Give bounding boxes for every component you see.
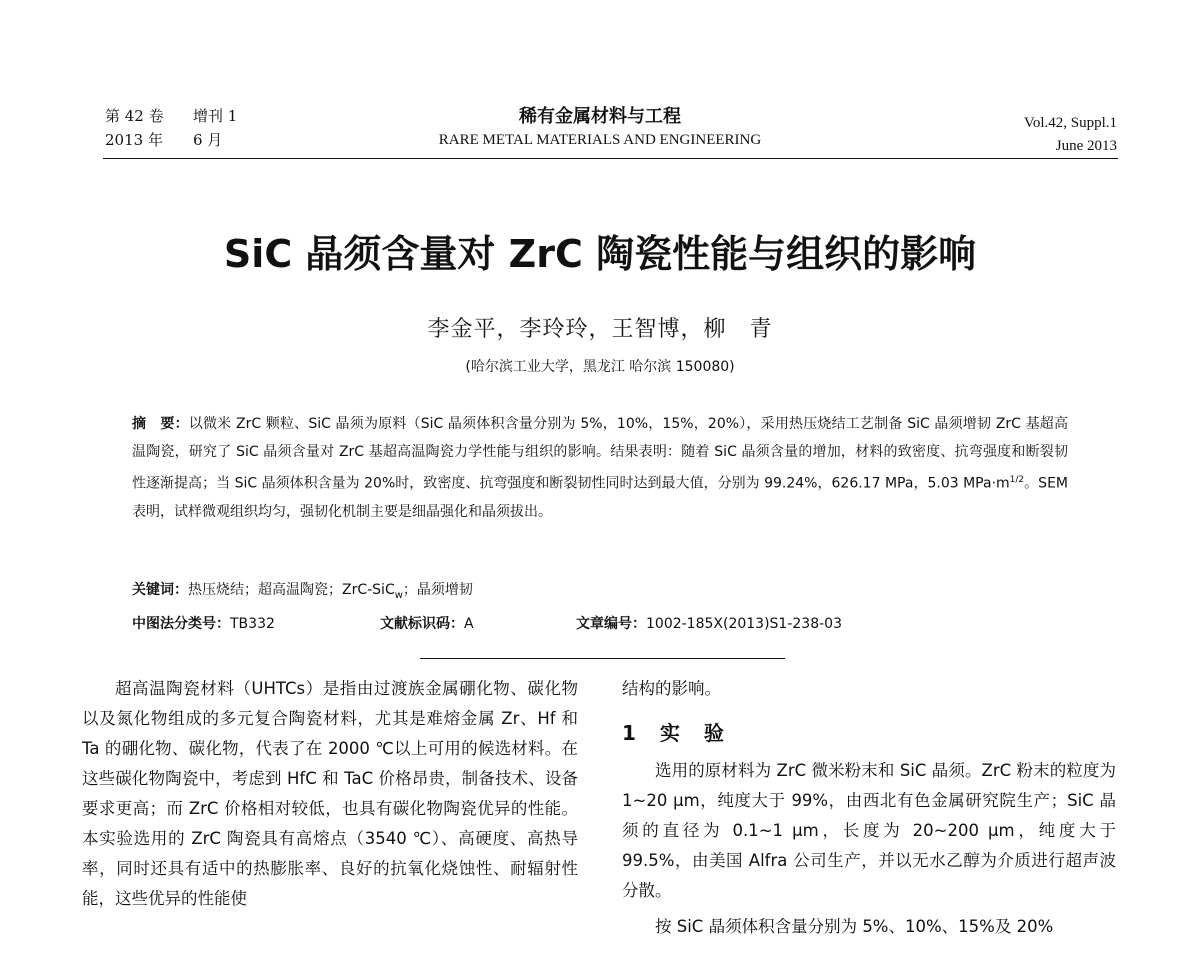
header-rule [103, 158, 1118, 159]
issue-label: 增刊 1 [193, 107, 238, 125]
section-number: 1 [622, 721, 638, 745]
article-label: 文章编号： [576, 616, 646, 632]
keywords [132, 578, 473, 608]
doc-code [380, 612, 474, 636]
body-column-left [82, 674, 578, 914]
intro-paragraph: 超高温陶瓷材料（UHTCs）是指由过渡族金属硼化物、碳化物以及氮化物组成的多元复合陶瓷材料，尤其是难熔金属 Zr、Hf 和 Ta 的硼化物、碳化物，代表了在 2000 ℃以上可用的候选材料。在这些碳化物陶瓷中，考虑到 HfC 和 TaC 价格昂贵，制备技术、设备要求更高；而 ZrC 价格相对较低，也具有碳化物陶瓷优异的性能。本实验选用的 ZrC 陶瓷具有高熔点（3540 ℃）、高硬度、高热导率，同时还具有适中的热膨胀率、良好的抗氧化烧蚀性、耐辐射性能，这些优异的性能使 [82, 679, 578, 908]
author-list: 李金平，李玲玲，王智博，柳 青 [427, 317, 773, 342]
abstract [132, 410, 1068, 526]
experiment-paragraph-2: 按 SiC 晶须体积含量分别为 5%、10%、15%及 20% [655, 917, 1054, 936]
section-heading-experiment [622, 718, 1116, 748]
journal-name [380, 104, 820, 150]
clc-code [132, 612, 275, 636]
article-number [576, 612, 842, 636]
keywords-text: 热压烧结；超高温陶瓷；ZrC-SiC [188, 582, 395, 598]
journal-name-cn: 稀有金属材料与工程 [519, 106, 681, 127]
abstract-superscript: 1/2 [1009, 475, 1025, 485]
doc-value: A [464, 616, 474, 632]
vol-en-label: Vol.42, Suppl.1 [1023, 115, 1117, 131]
abstract-text-end: 。SEM 表明，试样微观组织均匀，强韧化机制主要是细晶强化和晶须拔出。 [132, 475, 1068, 520]
header-volume-en [1024, 112, 1117, 158]
doc-label: 文献标识码： [380, 616, 464, 632]
paper-title: SiC 晶须含量对 ZrC 陶瓷性能与组织的影响 [223, 232, 977, 276]
journal-name-en: RARE METAL MATERIALS AND ENGINEERING [438, 132, 762, 148]
affiliation: (哈尔滨工业大学，黑龙江 哈尔滨 150080) [465, 359, 735, 375]
keywords-subscript: w [394, 589, 403, 601]
article-value: 1002-185X(2013)S1-238-03 [646, 616, 842, 632]
abstract-label: 摘 要： [132, 416, 189, 432]
section-title: 实 验 [659, 721, 726, 745]
clc-value: TB332 [230, 616, 275, 632]
date-en-label: June 2013 [1055, 138, 1117, 154]
month-label: 6 月 [193, 131, 223, 149]
volume-label: 第 42 卷 [105, 107, 164, 125]
abstract-text: 以微米 ZrC 颗粒、SiC 晶须为原料（SiC 晶须体积含量分别为 5%，10%，15%，20%），采用热压烧结工艺制备 SiC 晶须增韧 ZrC 基超高温陶瓷，研究了 SiC 晶须含量对 ZrC 基超高温陶瓷力学性能与组织的影响。结果表明：随着 SiC 晶须含量的增加，材料的致密度、抗弯强度和断裂韧性逐渐提高；当 SiC 晶须体积含量为 20%时，致密度、抗弯强度和断裂韧性同时达到最大值，分别为 99.24%，626.17 MPa，5.03 MPa·m [132, 416, 1068, 492]
abstract-divider [420, 658, 785, 659]
intro-continuation: 结构的影响。 [622, 679, 721, 698]
clc-label: 中图法分类号： [132, 616, 230, 632]
header-volume-info [105, 104, 237, 152]
year-label: 2013 年 [105, 131, 163, 149]
body-column-right [622, 674, 1116, 942]
experiment-paragraph-1: 选用的原材料为 ZrC 微米粉末和 SiC 晶须。ZrC 粉末的粒度为 1~20 μm，纯度大于 99%，由西北有色金属研究院生产；SiC 晶须的直径为 0.1~1 μm，长度为 20~200 μm，纯度大于 99.5%，由美国 Alfra 公司生产，并以无水乙醇为介质进行超声波分散。 [622, 761, 1116, 900]
keywords-text-end: ；晶须增韧 [402, 582, 473, 598]
keywords-label: 关键词： [132, 582, 188, 598]
